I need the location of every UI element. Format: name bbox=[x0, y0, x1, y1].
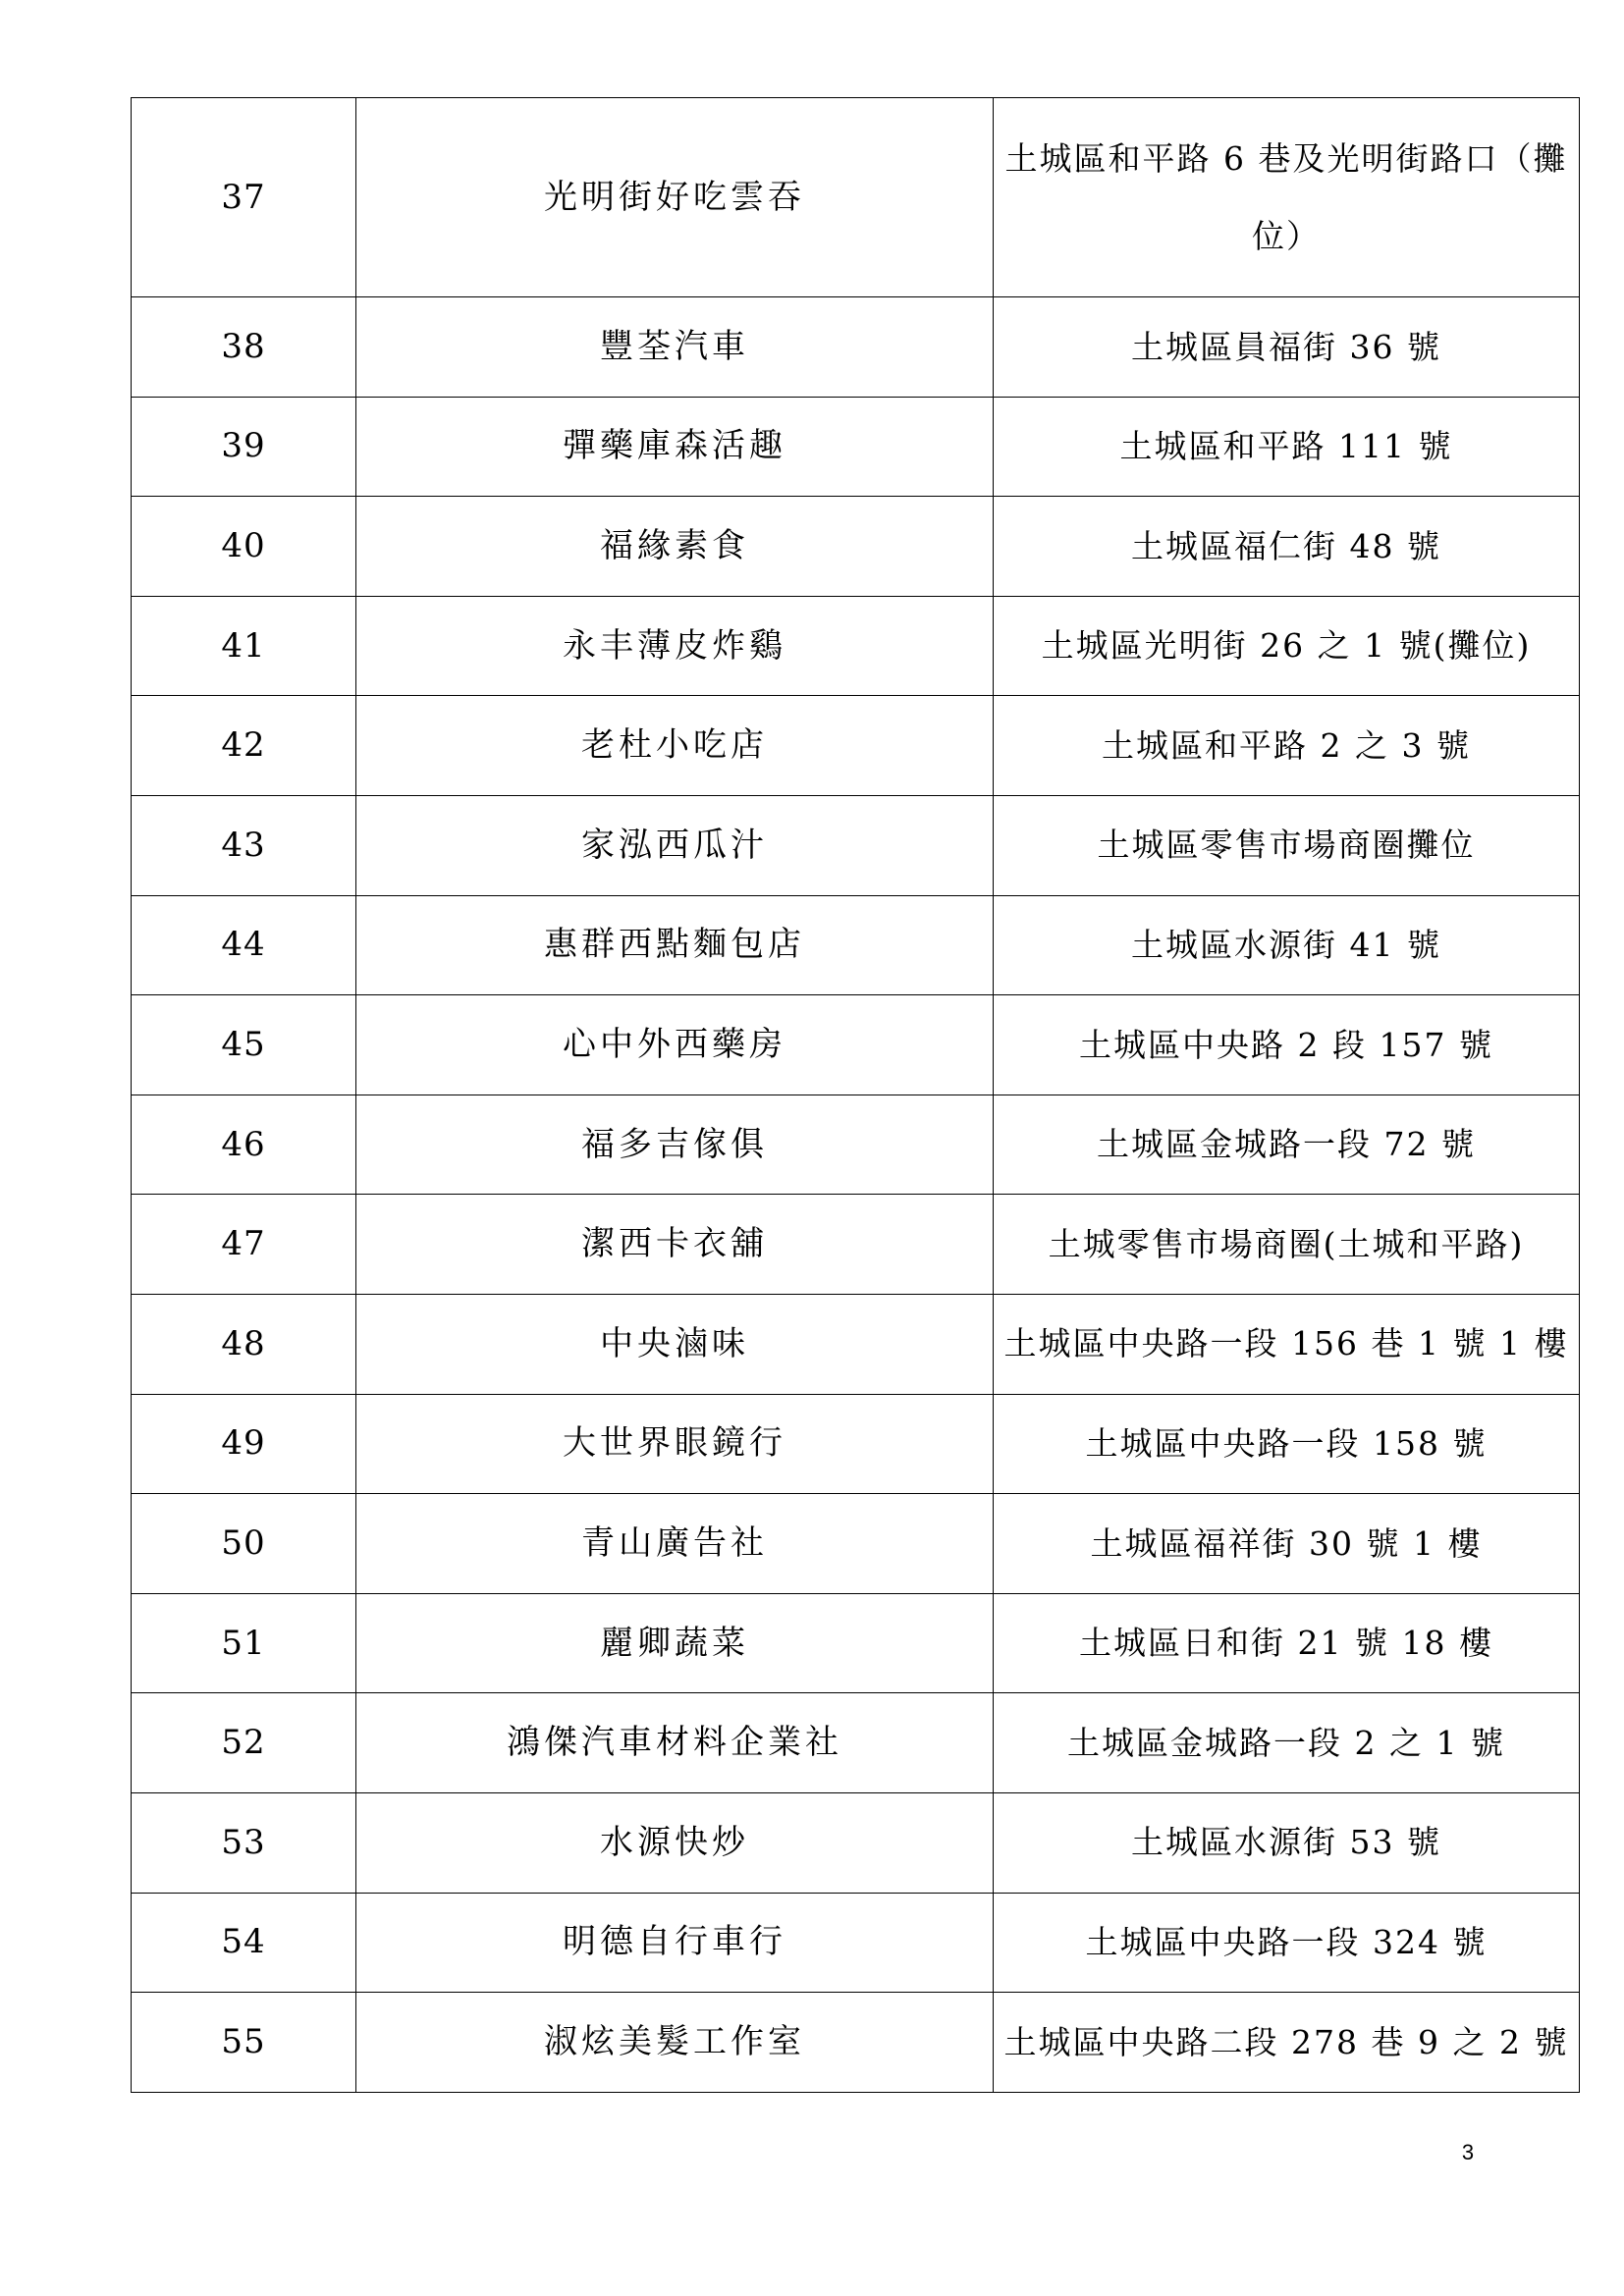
store-address: 土城區金城路一段 72 號 bbox=[994, 1095, 1580, 1195]
store-name: 福緣素食 bbox=[356, 497, 994, 597]
row-number: 54 bbox=[132, 1893, 356, 1993]
store-name: 淑炫美髮工作室 bbox=[356, 1993, 994, 2093]
table-row bbox=[132, 995, 1580, 1095]
row-number: 38 bbox=[132, 297, 356, 398]
table-row bbox=[132, 1294, 1580, 1394]
store-address: 土城區零售市場商圈攤位 bbox=[994, 795, 1580, 895]
row-number: 47 bbox=[132, 1195, 356, 1295]
row-number: 41 bbox=[132, 596, 356, 696]
row-number: 43 bbox=[132, 795, 356, 895]
row-number: 51 bbox=[132, 1593, 356, 1693]
store-address: 土城區水源街 53 號 bbox=[994, 1792, 1580, 1893]
store-address: 土城區中央路一段 158 號 bbox=[994, 1394, 1580, 1494]
table-row bbox=[132, 497, 1580, 597]
store-name: 水源快炒 bbox=[356, 1792, 994, 1893]
table-row bbox=[132, 397, 1580, 497]
store-address: 土城區中央路一段 156 巷 1 號 1 樓 bbox=[994, 1294, 1580, 1394]
table-row bbox=[132, 1893, 1580, 1993]
store-address: 土城區光明街 26 之 1 號(攤位) bbox=[994, 596, 1580, 696]
table-row bbox=[132, 297, 1580, 398]
table-row bbox=[132, 1394, 1580, 1494]
table-row bbox=[132, 98, 1580, 297]
store-name: 明德自行車行 bbox=[356, 1893, 994, 1993]
store-name: 彈藥庫森活趣 bbox=[356, 397, 994, 497]
table-row bbox=[132, 1494, 1580, 1594]
row-number: 48 bbox=[132, 1294, 356, 1394]
store-address: 土城區和平路 2 之 3 號 bbox=[994, 696, 1580, 796]
store-address: 土城區和平路 6 巷及光明街路口（攤位） bbox=[994, 98, 1580, 297]
store-address: 土城區金城路一段 2 之 1 號 bbox=[994, 1693, 1580, 1793]
store-address: 土城區中央路 2 段 157 號 bbox=[994, 995, 1580, 1095]
row-number: 55 bbox=[132, 1993, 356, 2093]
table-row bbox=[132, 1993, 1580, 2093]
store-name: 福多吉傢俱 bbox=[356, 1095, 994, 1195]
table-row bbox=[132, 696, 1580, 796]
store-name: 鴻傑汽車材料企業社 bbox=[356, 1693, 994, 1793]
table-row bbox=[132, 1195, 1580, 1295]
row-number: 46 bbox=[132, 1095, 356, 1195]
store-name: 大世界眼鏡行 bbox=[356, 1394, 994, 1494]
row-number: 53 bbox=[132, 1792, 356, 1893]
store-address: 土城區中央路一段 324 號 bbox=[994, 1893, 1580, 1993]
page-number: 3 bbox=[1461, 2140, 1475, 2164]
row-number: 52 bbox=[132, 1693, 356, 1793]
table-row bbox=[132, 1095, 1580, 1195]
store-address: 土城區日和街 21 號 18 樓 bbox=[994, 1593, 1580, 1693]
row-number: 44 bbox=[132, 895, 356, 995]
store-address: 土城區福仁街 48 號 bbox=[994, 497, 1580, 597]
store-address: 土城區和平路 111 號 bbox=[994, 397, 1580, 497]
store-name: 麗卿蔬菜 bbox=[356, 1593, 994, 1693]
row-number: 45 bbox=[132, 995, 356, 1095]
row-number: 42 bbox=[132, 696, 356, 796]
store-name: 豐荃汽車 bbox=[356, 297, 994, 398]
table-row bbox=[132, 1693, 1580, 1793]
store-list-table bbox=[131, 97, 1580, 2093]
table-row bbox=[132, 1593, 1580, 1693]
store-name: 光明街好吃雲吞 bbox=[356, 98, 994, 297]
row-number: 39 bbox=[132, 397, 356, 497]
store-address: 土城區福祥街 30 號 1 樓 bbox=[994, 1494, 1580, 1594]
row-number: 37 bbox=[132, 98, 356, 297]
row-number: 40 bbox=[132, 497, 356, 597]
table-row bbox=[132, 596, 1580, 696]
store-name: 永丰薄皮炸鷄 bbox=[356, 596, 994, 696]
store-address: 土城區中央路二段 278 巷 9 之 2 號 bbox=[994, 1993, 1580, 2093]
store-name: 潔西卡衣舖 bbox=[356, 1195, 994, 1295]
store-name: 惠群西點麵包店 bbox=[356, 895, 994, 995]
table-row bbox=[132, 1792, 1580, 1893]
store-address: 土城區水源街 41 號 bbox=[994, 895, 1580, 995]
row-number: 49 bbox=[132, 1394, 356, 1494]
store-address: 土城零售市場商圈(土城和平路) bbox=[994, 1195, 1580, 1295]
store-name: 心中外西藥房 bbox=[356, 995, 994, 1095]
store-name: 家泓西瓜汁 bbox=[356, 795, 994, 895]
store-name: 中央滷味 bbox=[356, 1294, 994, 1394]
table-row bbox=[132, 895, 1580, 995]
store-address: 土城區員福街 36 號 bbox=[994, 297, 1580, 398]
store-name: 青山廣告社 bbox=[356, 1494, 994, 1594]
table-row bbox=[132, 795, 1580, 895]
store-name: 老杜小吃店 bbox=[356, 696, 994, 796]
row-number: 50 bbox=[132, 1494, 356, 1594]
